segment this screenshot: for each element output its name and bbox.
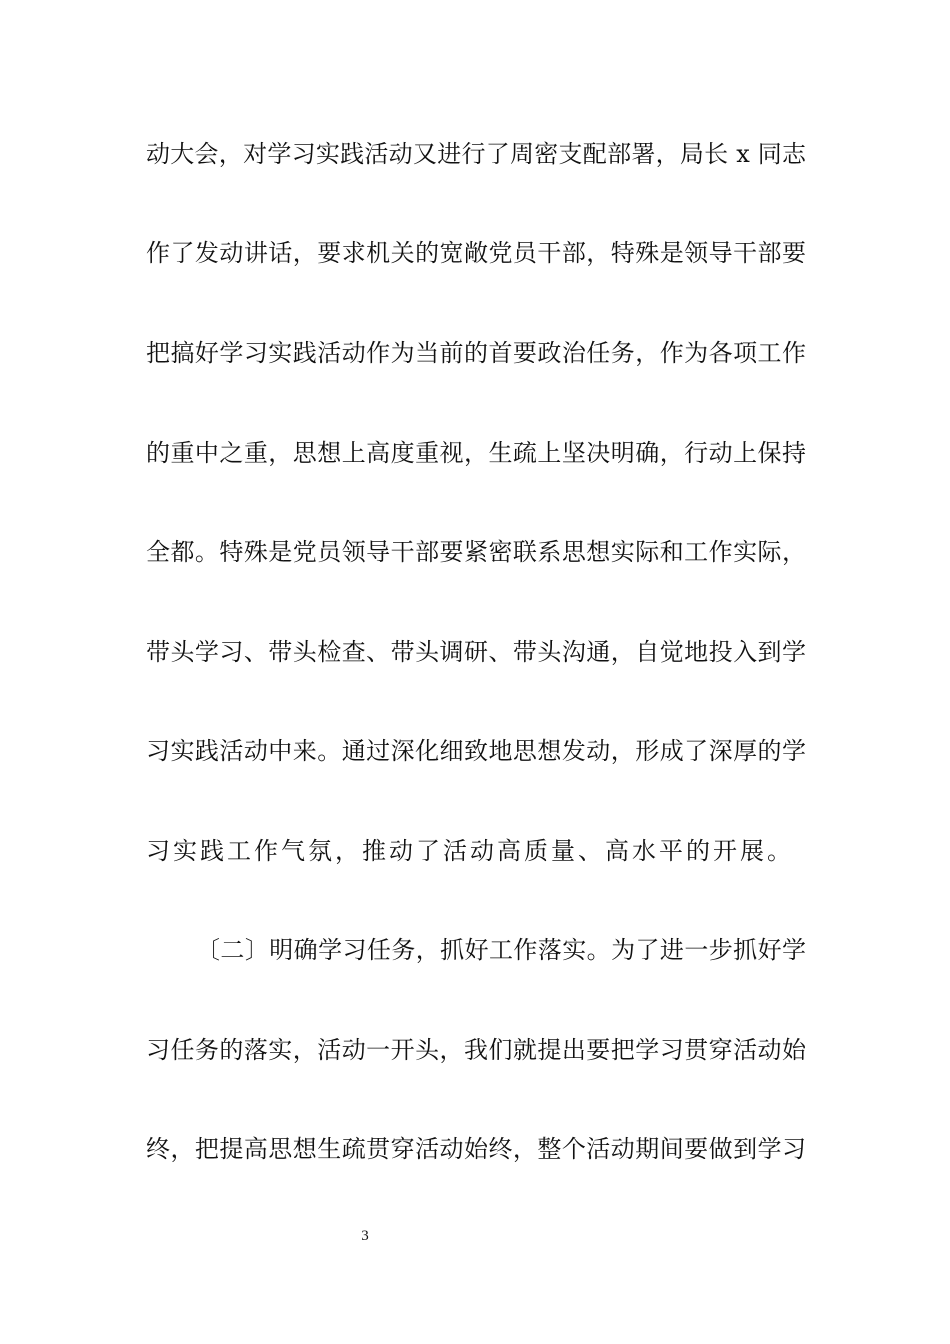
body-text-line: 带头学习、带头检查、带头调研、带头沟通，自觉地投入到学	[146, 638, 806, 666]
body-text-line: 动大会，对学习实践活动又进行了周密支配部署，局长 x 同志	[146, 140, 806, 168]
body-text-line: 习实践活动中来。通过深化细致地思想发动，形成了深厚的学	[146, 737, 806, 765]
body-text-line: 全都。特殊是党员领导干部要紧密联系思想实际和工作实际，	[146, 538, 806, 566]
body-text-line: 终，把提高思想生疏贯穿活动始终，整个活动期间要做到学习	[146, 1135, 806, 1163]
page-number: 3	[361, 1228, 369, 1244]
body-text-line: 作了发动讲话，要求机关的宽敞党员干部，特殊是领导干部要	[146, 239, 806, 267]
section-heading-line: 〔二〕明确学习任务，抓好工作落实。为了进一步抓好学	[196, 936, 806, 964]
body-text-line: 习任务的落实，活动一开头，我们就提出要把学习贯穿活动始	[146, 1036, 806, 1064]
body-text-line: 把搞好学习实践活动作为当前的首要政治任务，作为各项工作	[146, 339, 806, 367]
body-text-line: 习实践工作气氛，推动了活动高质量、高水平的开展。	[146, 837, 794, 865]
body-text-line: 的重中之重，思想上高度重视，生疏上坚决明确，行动上保持	[146, 439, 806, 467]
